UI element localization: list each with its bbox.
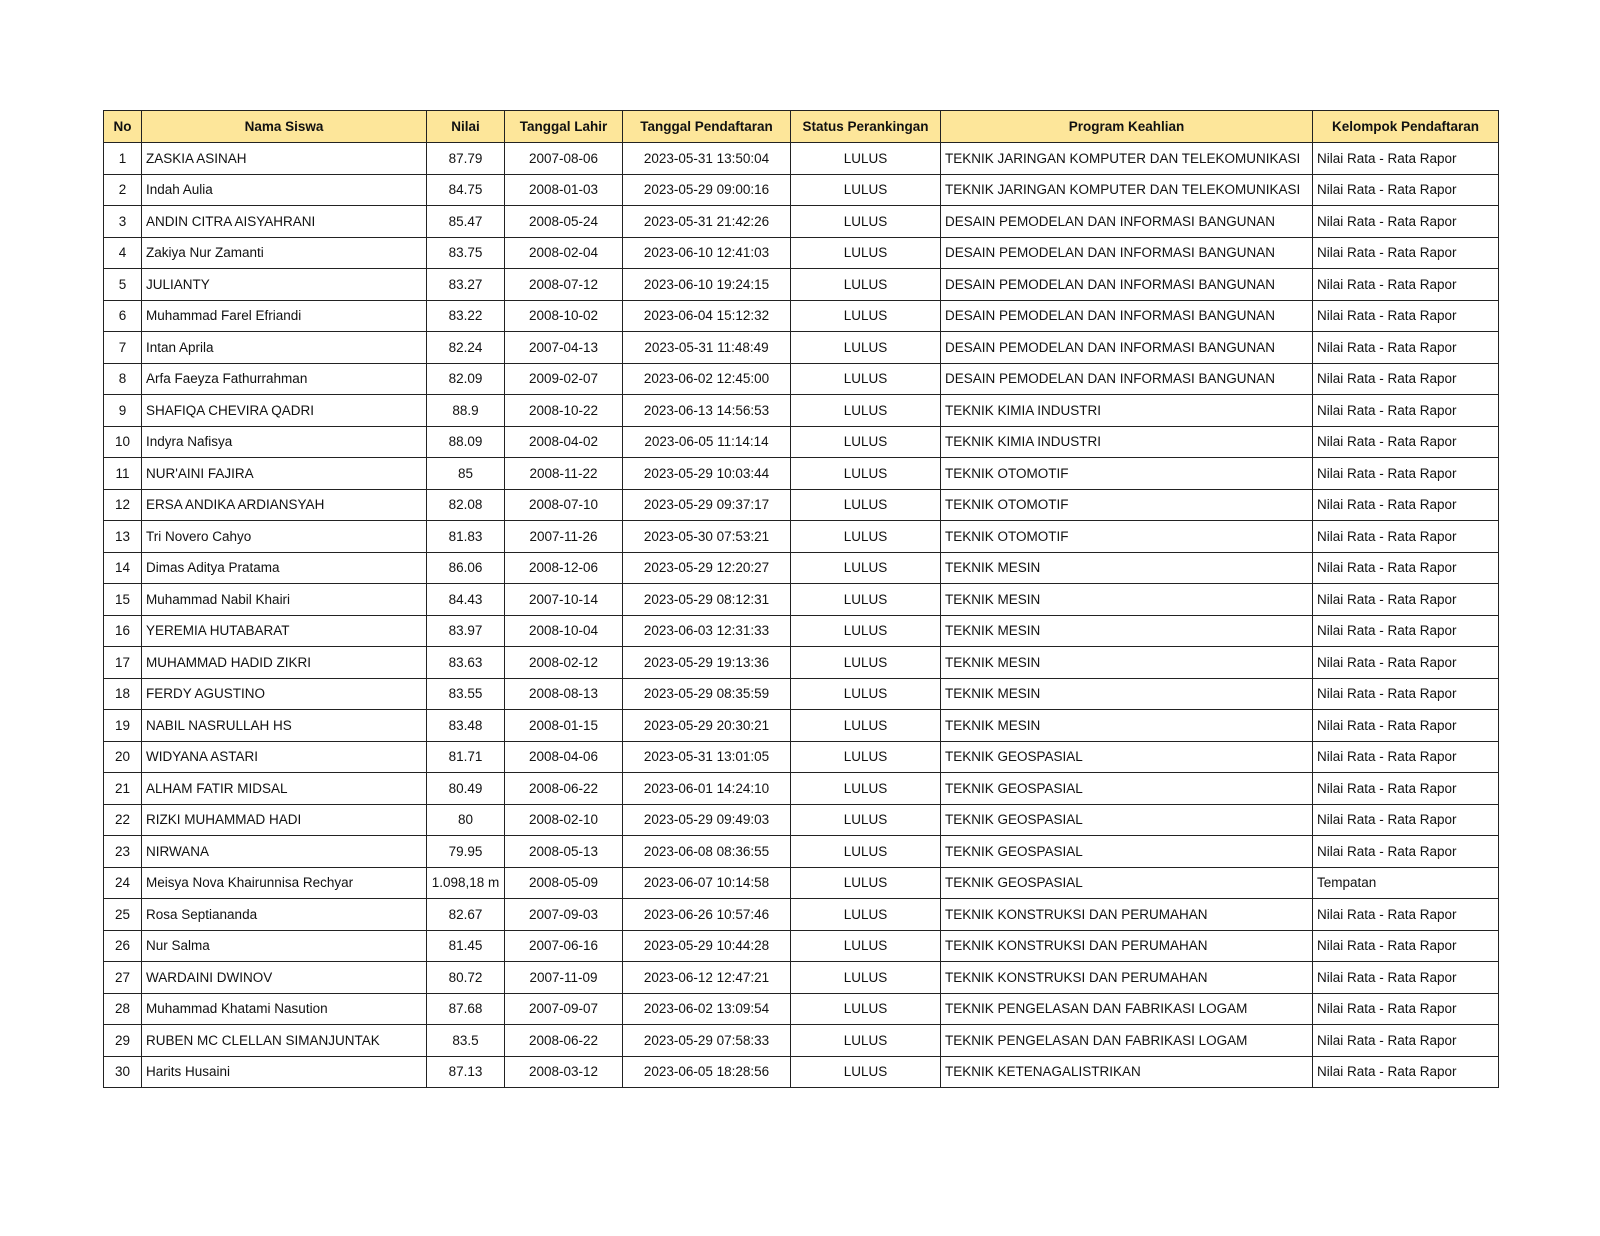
cell-nama-siswa: ANDIN CITRA AISYAHRANI xyxy=(142,206,427,238)
cell-tanggal-pendaftaran: 2023-06-01 14:24:10 xyxy=(623,773,791,805)
cell-program-keahlian: TEKNIK MESIN xyxy=(941,584,1313,616)
cell-nama-siswa: Muhammad Farel Efriandi xyxy=(142,300,427,332)
table-row xyxy=(104,678,1499,710)
cell-no: 17 xyxy=(104,647,142,679)
cell-no: 3 xyxy=(104,206,142,238)
header-row xyxy=(104,111,1499,143)
cell-nama-siswa: Dimas Aditya Pratama xyxy=(142,552,427,584)
cell-tanggal-lahir: 2008-01-03 xyxy=(505,174,623,206)
cell-nama-siswa: MUHAMMAD HADID ZIKRI xyxy=(142,647,427,679)
cell-tanggal-lahir: 2007-08-06 xyxy=(505,143,623,175)
cell-status: LULUS xyxy=(791,300,941,332)
cell-nama-siswa: WIDYANA ASTARI xyxy=(142,741,427,773)
cell-tanggal-lahir: 2008-05-09 xyxy=(505,867,623,899)
cell-program-keahlian: DESAIN PEMODELAN DAN INFORMASI BANGUNAN xyxy=(941,206,1313,238)
cell-nilai: 83.27 xyxy=(427,269,505,301)
cell-nilai: 86.06 xyxy=(427,552,505,584)
cell-tanggal-lahir: 2007-04-13 xyxy=(505,332,623,364)
cell-program-keahlian: TEKNIK KONSTRUKSI DAN PERUMAHAN xyxy=(941,899,1313,931)
cell-tanggal-pendaftaran: 2023-06-03 12:31:33 xyxy=(623,615,791,647)
cell-no: 13 xyxy=(104,521,142,553)
cell-status: LULUS xyxy=(791,867,941,899)
cell-nama-siswa: RIZKI MUHAMMAD HADI xyxy=(142,804,427,836)
cell-no: 29 xyxy=(104,1025,142,1057)
cell-program-keahlian: TEKNIK GEOSPASIAL xyxy=(941,804,1313,836)
table-row xyxy=(104,458,1499,490)
cell-tanggal-pendaftaran: 2023-06-13 14:56:53 xyxy=(623,395,791,427)
cell-status: LULUS xyxy=(791,1056,941,1088)
cell-nilai: 84.75 xyxy=(427,174,505,206)
cell-status: LULUS xyxy=(791,615,941,647)
cell-nama-siswa: Arfa Faeyza Fathurrahman xyxy=(142,363,427,395)
cell-kelompok-pendaftaran: Nilai Rata - Rata Rapor xyxy=(1313,426,1499,458)
cell-no: 15 xyxy=(104,584,142,616)
cell-tanggal-lahir: 2009-02-07 xyxy=(505,363,623,395)
cell-nama-siswa: Meisya Nova Khairunnisa Rechyar xyxy=(142,867,427,899)
cell-tanggal-lahir: 2008-02-04 xyxy=(505,237,623,269)
cell-status: LULUS xyxy=(791,993,941,1025)
table-row xyxy=(104,426,1499,458)
cell-status: LULUS xyxy=(791,962,941,994)
cell-kelompok-pendaftaran: Nilai Rata - Rata Rapor xyxy=(1313,395,1499,427)
cell-no: 24 xyxy=(104,867,142,899)
cell-tanggal-pendaftaran: 2023-05-29 09:37:17 xyxy=(623,489,791,521)
cell-tanggal-lahir: 2008-12-06 xyxy=(505,552,623,584)
cell-kelompok-pendaftaran: Nilai Rata - Rata Rapor xyxy=(1313,773,1499,805)
cell-nilai: 81.71 xyxy=(427,741,505,773)
cell-no: 4 xyxy=(104,237,142,269)
cell-tanggal-lahir: 2008-05-13 xyxy=(505,836,623,868)
table-row xyxy=(104,615,1499,647)
header-tanggal-pendaftaran: Tanggal Pendaftaran xyxy=(623,111,791,143)
cell-tanggal-lahir: 2007-06-16 xyxy=(505,930,623,962)
cell-nama-siswa: Muhammad Khatami Nasution xyxy=(142,993,427,1025)
table-row xyxy=(104,332,1499,364)
table-row xyxy=(104,1056,1499,1088)
cell-tanggal-pendaftaran: 2023-05-31 13:50:04 xyxy=(623,143,791,175)
cell-nama-siswa: NABIL NASRULLAH HS xyxy=(142,710,427,742)
cell-status: LULUS xyxy=(791,237,941,269)
cell-kelompok-pendaftaran: Nilai Rata - Rata Rapor xyxy=(1313,584,1499,616)
cell-tanggal-pendaftaran: 2023-06-07 10:14:58 xyxy=(623,867,791,899)
cell-status: LULUS xyxy=(791,773,941,805)
cell-tanggal-pendaftaran: 2023-05-30 07:53:21 xyxy=(623,521,791,553)
table-row xyxy=(104,867,1499,899)
cell-no: 19 xyxy=(104,710,142,742)
table-row xyxy=(104,741,1499,773)
cell-program-keahlian: TEKNIK JARINGAN KOMPUTER DAN TELEKOMUNIKASI xyxy=(941,174,1313,206)
cell-program-keahlian: TEKNIK KIMIA INDUSTRI xyxy=(941,426,1313,458)
cell-tanggal-pendaftaran: 2023-05-29 08:12:31 xyxy=(623,584,791,616)
cell-tanggal-pendaftaran: 2023-06-26 10:57:46 xyxy=(623,899,791,931)
cell-kelompok-pendaftaran: Nilai Rata - Rata Rapor xyxy=(1313,899,1499,931)
cell-status: LULUS xyxy=(791,489,941,521)
cell-status: LULUS xyxy=(791,804,941,836)
table-row xyxy=(104,804,1499,836)
table-row xyxy=(104,584,1499,616)
header-nama-siswa: Nama Siswa xyxy=(142,111,427,143)
cell-nama-siswa: NIRWANA xyxy=(142,836,427,868)
cell-tanggal-lahir: 2008-04-06 xyxy=(505,741,623,773)
cell-nilai: 85 xyxy=(427,458,505,490)
table-row xyxy=(104,143,1499,175)
cell-no: 22 xyxy=(104,804,142,836)
cell-kelompok-pendaftaran: Nilai Rata - Rata Rapor xyxy=(1313,930,1499,962)
cell-tanggal-lahir: 2007-11-26 xyxy=(505,521,623,553)
cell-no: 21 xyxy=(104,773,142,805)
table-row xyxy=(104,930,1499,962)
cell-no: 12 xyxy=(104,489,142,521)
cell-no: 26 xyxy=(104,930,142,962)
cell-status: LULUS xyxy=(791,206,941,238)
cell-nilai: 83.63 xyxy=(427,647,505,679)
cell-nilai: 83.5 xyxy=(427,1025,505,1057)
cell-no: 10 xyxy=(104,426,142,458)
cell-nama-siswa: Zakiya Nur Zamanti xyxy=(142,237,427,269)
cell-kelompok-pendaftaran: Nilai Rata - Rata Rapor xyxy=(1313,710,1499,742)
cell-kelompok-pendaftaran: Nilai Rata - Rata Rapor xyxy=(1313,993,1499,1025)
cell-status: LULUS xyxy=(791,552,941,584)
cell-status: LULUS xyxy=(791,269,941,301)
cell-program-keahlian: TEKNIK KONSTRUKSI DAN PERUMAHAN xyxy=(941,930,1313,962)
cell-nama-siswa: WARDAINI DWINOV xyxy=(142,962,427,994)
cell-nama-siswa: YEREMIA HUTABARAT xyxy=(142,615,427,647)
cell-nama-siswa: FERDY AGUSTINO xyxy=(142,678,427,710)
cell-no: 28 xyxy=(104,993,142,1025)
cell-kelompok-pendaftaran: Nilai Rata - Rata Rapor xyxy=(1313,521,1499,553)
cell-tanggal-pendaftaran: 2023-06-02 13:09:54 xyxy=(623,993,791,1025)
cell-nilai: 88.09 xyxy=(427,426,505,458)
cell-program-keahlian: TEKNIK MESIN xyxy=(941,552,1313,584)
cell-tanggal-pendaftaran: 2023-05-29 12:20:27 xyxy=(623,552,791,584)
cell-tanggal-pendaftaran: 2023-05-29 20:30:21 xyxy=(623,710,791,742)
cell-tanggal-pendaftaran: 2023-06-04 15:12:32 xyxy=(623,300,791,332)
cell-status: LULUS xyxy=(791,1025,941,1057)
cell-tanggal-pendaftaran: 2023-06-05 11:14:14 xyxy=(623,426,791,458)
cell-status: LULUS xyxy=(791,899,941,931)
cell-status: LULUS xyxy=(791,426,941,458)
cell-no: 11 xyxy=(104,458,142,490)
cell-program-keahlian: DESAIN PEMODELAN DAN INFORMASI BANGUNAN xyxy=(941,269,1313,301)
cell-nama-siswa: Tri Novero Cahyo xyxy=(142,521,427,553)
cell-tanggal-pendaftaran: 2023-05-31 21:42:26 xyxy=(623,206,791,238)
cell-kelompok-pendaftaran: Nilai Rata - Rata Rapor xyxy=(1313,1025,1499,1057)
cell-program-keahlian: TEKNIK PENGELASAN DAN FABRIKASI LOGAM xyxy=(941,993,1313,1025)
cell-tanggal-pendaftaran: 2023-05-29 09:49:03 xyxy=(623,804,791,836)
cell-tanggal-lahir: 2008-10-04 xyxy=(505,615,623,647)
cell-tanggal-lahir: 2008-04-02 xyxy=(505,426,623,458)
cell-no: 27 xyxy=(104,962,142,994)
cell-program-keahlian: TEKNIK GEOSPASIAL xyxy=(941,773,1313,805)
cell-tanggal-lahir: 2008-11-22 xyxy=(505,458,623,490)
cell-status: LULUS xyxy=(791,458,941,490)
cell-nama-siswa: SHAFIQA CHEVIRA QADRI xyxy=(142,395,427,427)
table-row xyxy=(104,552,1499,584)
cell-kelompok-pendaftaran: Nilai Rata - Rata Rapor xyxy=(1313,836,1499,868)
cell-kelompok-pendaftaran: Nilai Rata - Rata Rapor xyxy=(1313,237,1499,269)
cell-status: LULUS xyxy=(791,647,941,679)
table-row xyxy=(104,993,1499,1025)
cell-kelompok-pendaftaran: Nilai Rata - Rata Rapor xyxy=(1313,552,1499,584)
cell-nilai: 79.95 xyxy=(427,836,505,868)
cell-program-keahlian: DESAIN PEMODELAN DAN INFORMASI BANGUNAN xyxy=(941,363,1313,395)
cell-status: LULUS xyxy=(791,710,941,742)
cell-tanggal-lahir: 2008-05-24 xyxy=(505,206,623,238)
cell-status: LULUS xyxy=(791,741,941,773)
cell-nilai: 83.48 xyxy=(427,710,505,742)
cell-status: LULUS xyxy=(791,836,941,868)
cell-no: 8 xyxy=(104,363,142,395)
cell-kelompok-pendaftaran: Nilai Rata - Rata Rapor xyxy=(1313,647,1499,679)
cell-kelompok-pendaftaran: Nilai Rata - Rata Rapor xyxy=(1313,332,1499,364)
cell-kelompok-pendaftaran: Nilai Rata - Rata Rapor xyxy=(1313,804,1499,836)
table-row xyxy=(104,899,1499,931)
cell-nama-siswa: ZASKIA ASINAH xyxy=(142,143,427,175)
cell-nilai: 87.68 xyxy=(427,993,505,1025)
table-row xyxy=(104,773,1499,805)
cell-nilai: 82.08 xyxy=(427,489,505,521)
cell-nama-siswa: NUR'AINI FAJIRA xyxy=(142,458,427,490)
cell-tanggal-pendaftaran: 2023-05-29 07:58:33 xyxy=(623,1025,791,1057)
cell-no: 6 xyxy=(104,300,142,332)
table-row xyxy=(104,1025,1499,1057)
cell-tanggal-pendaftaran: 2023-06-02 12:45:00 xyxy=(623,363,791,395)
cell-program-keahlian: DESAIN PEMODELAN DAN INFORMASI BANGUNAN xyxy=(941,237,1313,269)
table-row xyxy=(104,174,1499,206)
table-row xyxy=(104,395,1499,427)
header-no: No xyxy=(104,111,142,143)
cell-nama-siswa: Intan Aprila xyxy=(142,332,427,364)
cell-nama-siswa: Nur Salma xyxy=(142,930,427,962)
cell-tanggal-lahir: 2008-08-13 xyxy=(505,678,623,710)
cell-nilai: 82.24 xyxy=(427,332,505,364)
cell-kelompok-pendaftaran: Nilai Rata - Rata Rapor xyxy=(1313,206,1499,238)
cell-kelompok-pendaftaran: Nilai Rata - Rata Rapor xyxy=(1313,174,1499,206)
cell-tanggal-pendaftaran: 2023-06-05 18:28:56 xyxy=(623,1056,791,1088)
cell-no: 7 xyxy=(104,332,142,364)
table-row xyxy=(104,836,1499,868)
cell-tanggal-lahir: 2008-01-15 xyxy=(505,710,623,742)
cell-program-keahlian: TEKNIK GEOSPASIAL xyxy=(941,741,1313,773)
cell-nama-siswa: Indyra Nafisya xyxy=(142,426,427,458)
cell-status: LULUS xyxy=(791,174,941,206)
table-body xyxy=(104,143,1499,1088)
cell-program-keahlian: TEKNIK OTOMOTIF xyxy=(941,489,1313,521)
cell-nama-siswa: JULIANTY xyxy=(142,269,427,301)
header-tanggal-lahir: Tanggal Lahir xyxy=(505,111,623,143)
cell-tanggal-lahir: 2008-07-12 xyxy=(505,269,623,301)
cell-program-keahlian: TEKNIK OTOMOTIF xyxy=(941,458,1313,490)
table-row xyxy=(104,489,1499,521)
cell-tanggal-lahir: 2007-10-14 xyxy=(505,584,623,616)
cell-no: 20 xyxy=(104,741,142,773)
cell-program-keahlian: TEKNIK MESIN xyxy=(941,678,1313,710)
cell-no: 2 xyxy=(104,174,142,206)
cell-nilai: 84.43 xyxy=(427,584,505,616)
cell-tanggal-lahir: 2008-10-22 xyxy=(505,395,623,427)
cell-nilai: 80 xyxy=(427,804,505,836)
cell-nama-siswa: ERSA ANDIKA ARDIANSYAH xyxy=(142,489,427,521)
cell-tanggal-pendaftaran: 2023-06-10 12:41:03 xyxy=(623,237,791,269)
cell-nilai: 87.79 xyxy=(427,143,505,175)
cell-nilai: 1.098,18 m xyxy=(427,867,505,899)
cell-tanggal-pendaftaran: 2023-05-29 08:35:59 xyxy=(623,678,791,710)
cell-kelompok-pendaftaran: Nilai Rata - Rata Rapor xyxy=(1313,143,1499,175)
cell-kelompok-pendaftaran: Nilai Rata - Rata Rapor xyxy=(1313,458,1499,490)
cell-program-keahlian: TEKNIK PENGELASAN DAN FABRIKASI LOGAM xyxy=(941,1025,1313,1057)
cell-tanggal-pendaftaran: 2023-06-10 19:24:15 xyxy=(623,269,791,301)
cell-tanggal-lahir: 2008-07-10 xyxy=(505,489,623,521)
cell-status: LULUS xyxy=(791,521,941,553)
table-row xyxy=(104,237,1499,269)
cell-kelompok-pendaftaran: Nilai Rata - Rata Rapor xyxy=(1313,1056,1499,1088)
cell-status: LULUS xyxy=(791,143,941,175)
cell-nama-siswa: Rosa Septiananda xyxy=(142,899,427,931)
cell-tanggal-pendaftaran: 2023-06-12 12:47:21 xyxy=(623,962,791,994)
cell-program-keahlian: TEKNIK JARINGAN KOMPUTER DAN TELEKOMUNIKASI xyxy=(941,143,1313,175)
cell-program-keahlian: TEKNIK GEOSPASIAL xyxy=(941,836,1313,868)
cell-tanggal-pendaftaran: 2023-06-08 08:36:55 xyxy=(623,836,791,868)
cell-status: LULUS xyxy=(791,584,941,616)
cell-nilai: 83.22 xyxy=(427,300,505,332)
cell-tanggal-lahir: 2008-10-02 xyxy=(505,300,623,332)
cell-nilai: 80.49 xyxy=(427,773,505,805)
cell-no: 25 xyxy=(104,899,142,931)
cell-program-keahlian: DESAIN PEMODELAN DAN INFORMASI BANGUNAN xyxy=(941,332,1313,364)
table-row xyxy=(104,269,1499,301)
cell-nama-siswa: Indah Aulia xyxy=(142,174,427,206)
table-row xyxy=(104,962,1499,994)
header-program-keahlian: Program Keahlian xyxy=(941,111,1313,143)
cell-no: 16 xyxy=(104,615,142,647)
cell-kelompok-pendaftaran: Nilai Rata - Rata Rapor xyxy=(1313,300,1499,332)
table-row xyxy=(104,710,1499,742)
table-row xyxy=(104,206,1499,238)
table-row xyxy=(104,521,1499,553)
cell-tanggal-lahir: 2008-02-12 xyxy=(505,647,623,679)
cell-nilai: 83.55 xyxy=(427,678,505,710)
cell-tanggal-pendaftaran: 2023-05-31 13:01:05 xyxy=(623,741,791,773)
cell-nilai: 83.75 xyxy=(427,237,505,269)
cell-kelompok-pendaftaran: Nilai Rata - Rata Rapor xyxy=(1313,678,1499,710)
header-kelompok-pendaftaran: Kelompok Pendaftaran xyxy=(1313,111,1499,143)
cell-nilai: 85.47 xyxy=(427,206,505,238)
cell-program-keahlian: TEKNIK MESIN xyxy=(941,710,1313,742)
cell-tanggal-lahir: 2008-06-22 xyxy=(505,773,623,805)
cell-nilai: 88.9 xyxy=(427,395,505,427)
cell-kelompok-pendaftaran: Nilai Rata - Rata Rapor xyxy=(1313,615,1499,647)
cell-tanggal-lahir: 2008-06-22 xyxy=(505,1025,623,1057)
cell-program-keahlian: TEKNIK MESIN xyxy=(941,647,1313,679)
cell-program-keahlian: DESAIN PEMODELAN DAN INFORMASI BANGUNAN xyxy=(941,300,1313,332)
cell-no: 18 xyxy=(104,678,142,710)
cell-nilai: 81.45 xyxy=(427,930,505,962)
cell-tanggal-pendaftaran: 2023-05-29 09:00:16 xyxy=(623,174,791,206)
cell-tanggal-pendaftaran: 2023-05-31 11:48:49 xyxy=(623,332,791,364)
cell-tanggal-lahir: 2008-03-12 xyxy=(505,1056,623,1088)
student-ranking-table xyxy=(103,110,1499,1088)
header-nilai: Nilai xyxy=(427,111,505,143)
cell-program-keahlian: TEKNIK KETENAGALISTRIKAN xyxy=(941,1056,1313,1088)
cell-nama-siswa: RUBEN MC CLELLAN SIMANJUNTAK xyxy=(142,1025,427,1057)
cell-program-keahlian: TEKNIK MESIN xyxy=(941,615,1313,647)
cell-kelompok-pendaftaran: Nilai Rata - Rata Rapor xyxy=(1313,962,1499,994)
cell-program-keahlian: TEKNIK GEOSPASIAL xyxy=(941,867,1313,899)
cell-tanggal-lahir: 2007-09-03 xyxy=(505,899,623,931)
cell-tanggal-lahir: 2007-11-09 xyxy=(505,962,623,994)
cell-program-keahlian: TEKNIK KIMIA INDUSTRI xyxy=(941,395,1313,427)
cell-tanggal-lahir: 2007-09-07 xyxy=(505,993,623,1025)
cell-status: LULUS xyxy=(791,332,941,364)
cell-nama-siswa: ALHAM FATIR MIDSAL xyxy=(142,773,427,805)
cell-no: 9 xyxy=(104,395,142,427)
table-row xyxy=(104,300,1499,332)
cell-no: 1 xyxy=(104,143,142,175)
cell-nama-siswa: Muhammad Nabil Khairi xyxy=(142,584,427,616)
cell-status: LULUS xyxy=(791,395,941,427)
cell-tanggal-pendaftaran: 2023-05-29 10:44:28 xyxy=(623,930,791,962)
cell-tanggal-lahir: 2008-02-10 xyxy=(505,804,623,836)
cell-tanggal-pendaftaran: 2023-05-29 19:13:36 xyxy=(623,647,791,679)
cell-nilai: 82.09 xyxy=(427,363,505,395)
table-row xyxy=(104,363,1499,395)
cell-program-keahlian: TEKNIK OTOMOTIF xyxy=(941,521,1313,553)
cell-no: 14 xyxy=(104,552,142,584)
cell-kelompok-pendaftaran: Nilai Rata - Rata Rapor xyxy=(1313,269,1499,301)
cell-kelompok-pendaftaran: Tempatan xyxy=(1313,867,1499,899)
cell-nilai: 87.13 xyxy=(427,1056,505,1088)
cell-nilai: 81.83 xyxy=(427,521,505,553)
header-status-perankingan: Status Perankingan xyxy=(791,111,941,143)
cell-no: 30 xyxy=(104,1056,142,1088)
cell-kelompok-pendaftaran: Nilai Rata - Rata Rapor xyxy=(1313,741,1499,773)
cell-status: LULUS xyxy=(791,678,941,710)
cell-nama-siswa: Harits Husaini xyxy=(142,1056,427,1088)
cell-no: 5 xyxy=(104,269,142,301)
cell-program-keahlian: TEKNIK KONSTRUKSI DAN PERUMAHAN xyxy=(941,962,1313,994)
cell-kelompok-pendaftaran: Nilai Rata - Rata Rapor xyxy=(1313,489,1499,521)
cell-nilai: 80.72 xyxy=(427,962,505,994)
cell-no: 23 xyxy=(104,836,142,868)
table-row xyxy=(104,647,1499,679)
cell-status: LULUS xyxy=(791,930,941,962)
cell-status: LULUS xyxy=(791,363,941,395)
cell-kelompok-pendaftaran: Nilai Rata - Rata Rapor xyxy=(1313,363,1499,395)
cell-nilai: 82.67 xyxy=(427,899,505,931)
cell-tanggal-pendaftaran: 2023-05-29 10:03:44 xyxy=(623,458,791,490)
cell-nilai: 83.97 xyxy=(427,615,505,647)
